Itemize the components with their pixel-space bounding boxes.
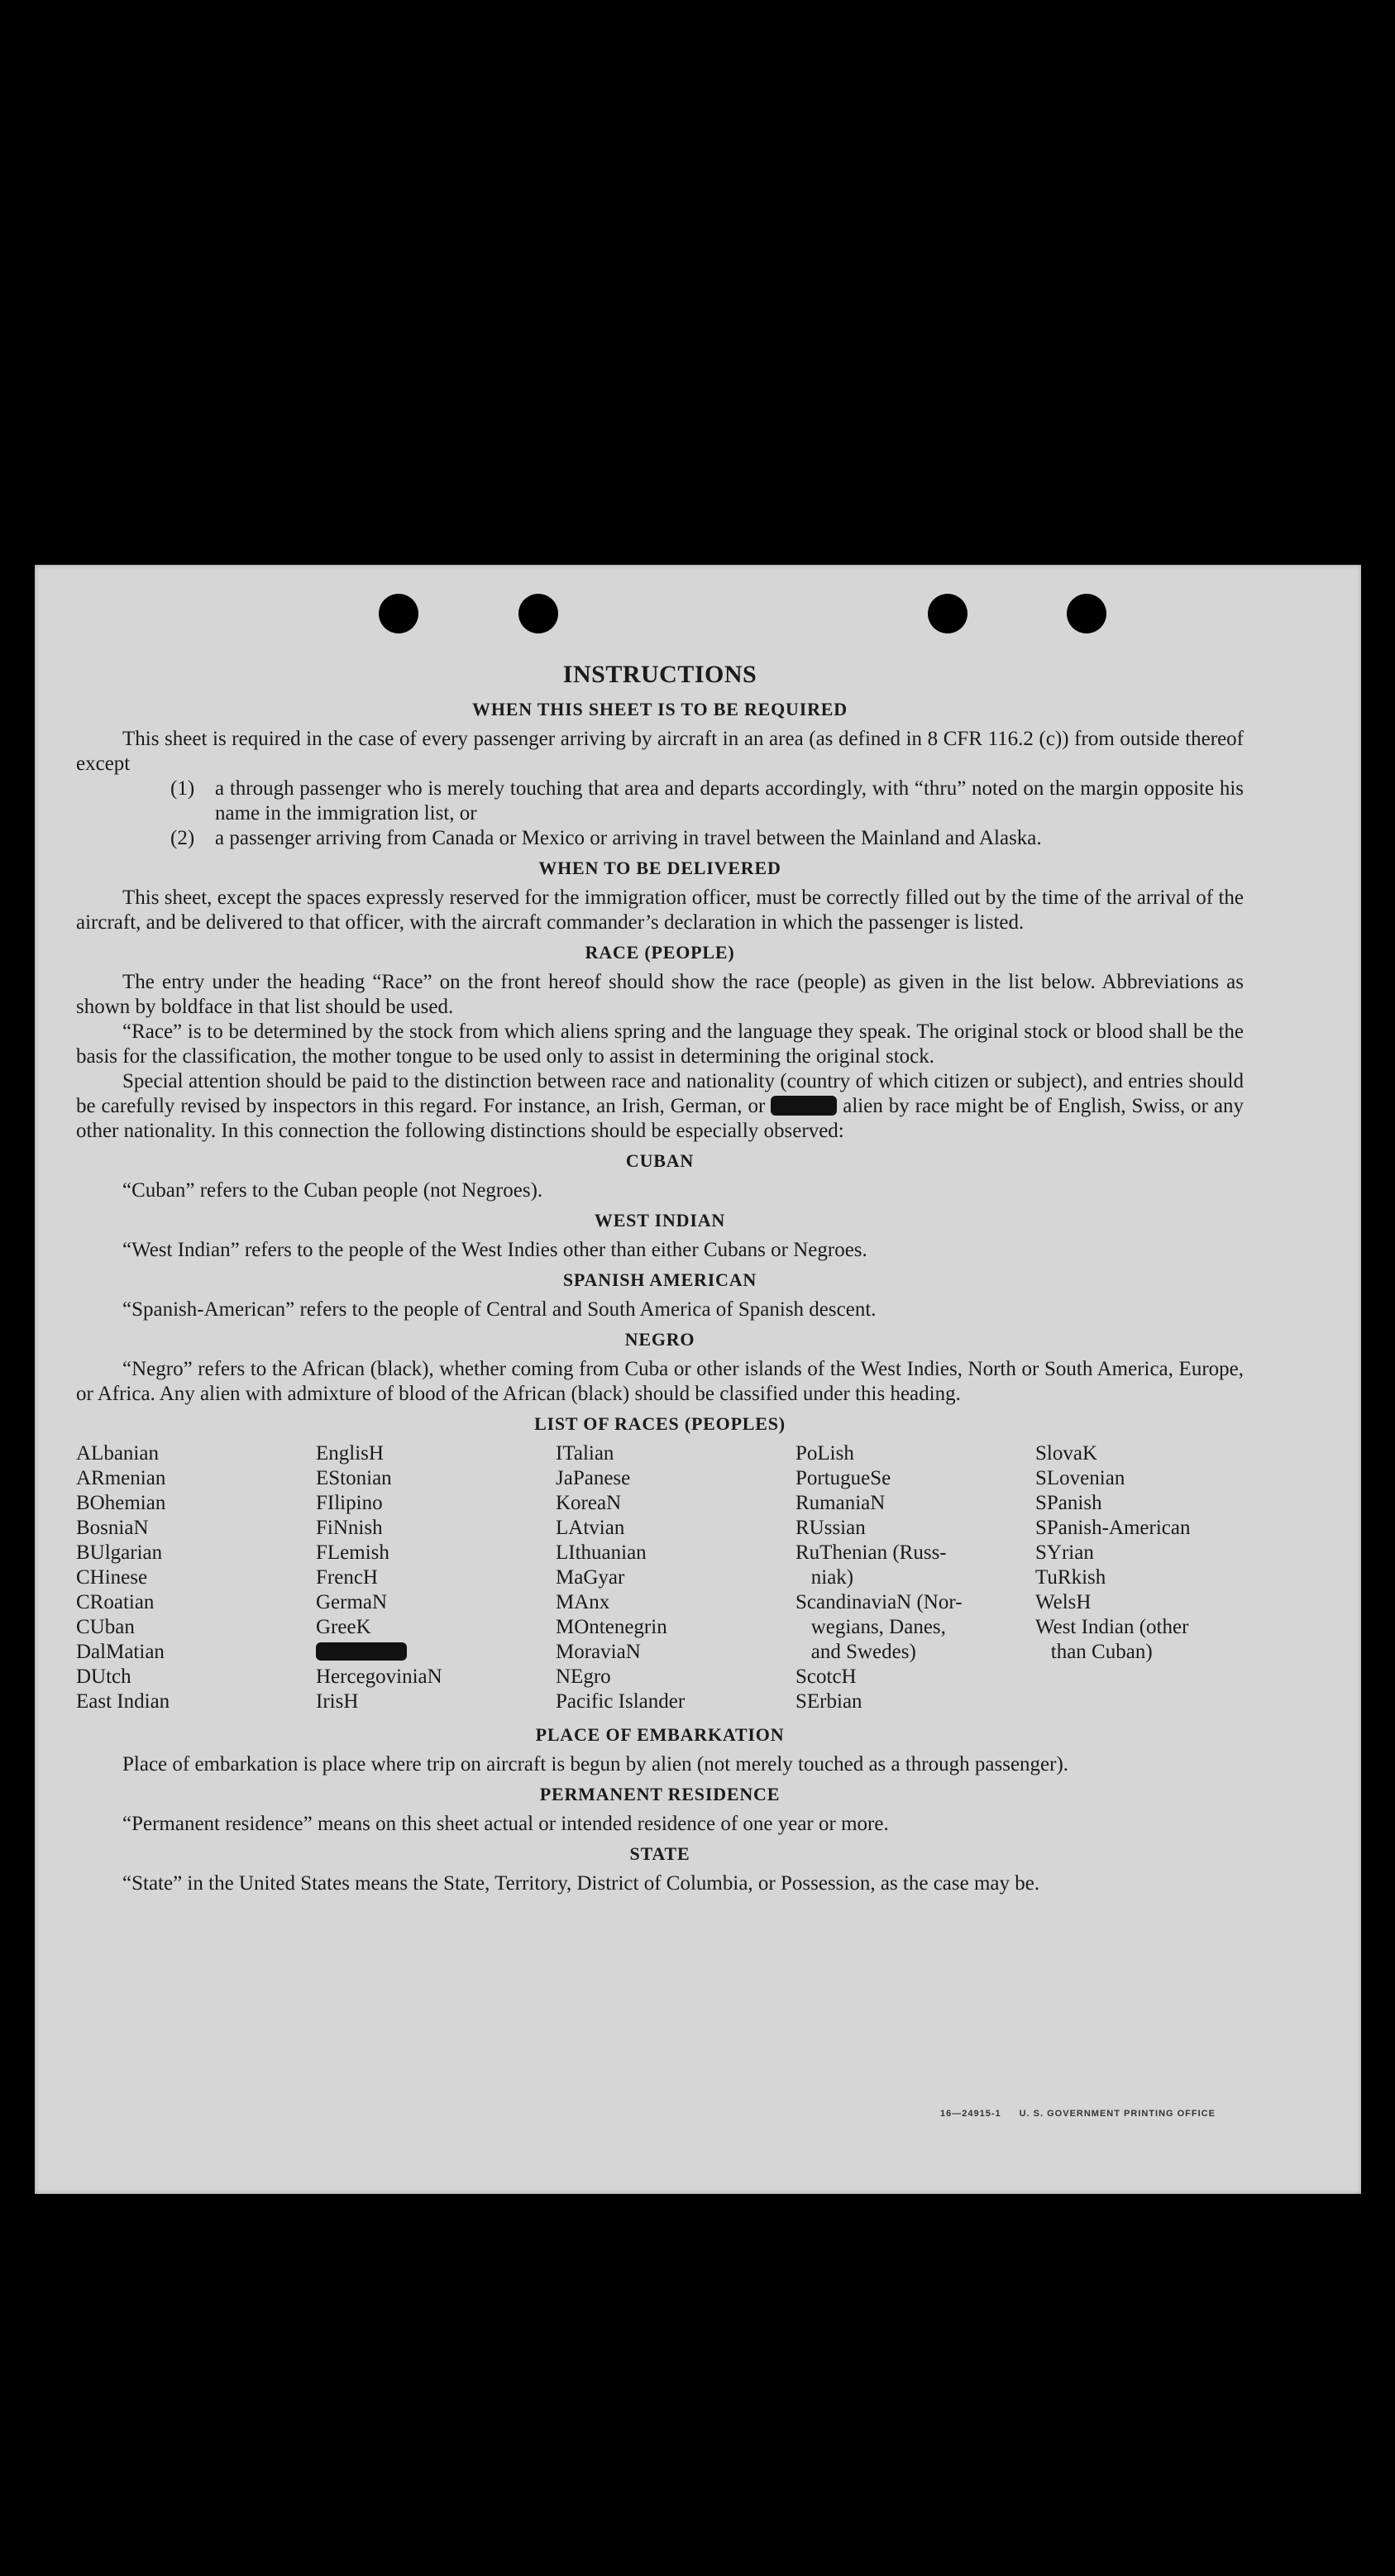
negro-text: “Negro” refers to the African (black), whether coming from Cuba or other islands of the West Indies, North or South America, Europe, or Africa. Any alien with admixture of blood of the African (black) should be classified under this heading. [76,1358,1244,1405]
race-entry: FiNnish [316,1517,383,1539]
punch-hole [928,594,967,633]
race-paragraph-1: The entry under the heading “Race” on the front hereof should show the race (people) as given in the list below. Abbreviations as shown by boldface in that list should be used. [76,971,1244,1018]
cuban-text: “Cuban” refers to the Cuban people (not Negroes). [122,1179,543,1202]
state-text: “State” in the United States means the State, Territory, District of Columbia, or Possession, as the case may be. [122,1872,1040,1895]
race-entry: CUban [76,1616,135,1638]
when-delivered-text: This sheet, except the spaces expressly reserved for the immigration officer, must be correctly filled out by the time of the arrival of the aircraft, and be delivered to that officer, with the aircraft commander’s declaration in which the passenger is listed. [76,887,1244,934]
race-entry: CRoatian [76,1591,155,1613]
race-list [76,1441,1244,1714]
race-entry: HercegoviniaN [316,1666,442,1688]
race-entry: ARmenian [76,1467,166,1489]
form-footer [940,2109,1216,2119]
residence-text: “Permanent residence” means on this sheet actual or intended residence of one year or more. [122,1813,889,1835]
race-entry: BosniaN [76,1517,149,1539]
race-entry: SErbian [795,1690,862,1713]
race-entry: West Indian (other [1035,1616,1189,1638]
section-heading-when-delivered: WHEN TO BE DELIVERED [538,858,781,878]
race-entry: MOntenegrin [556,1616,667,1638]
race-entry: ScotcH [795,1666,857,1688]
section-heading-west-indian: WEST INDIAN [594,1210,726,1231]
race-entry: niak) [795,1566,854,1589]
punch-hole [518,594,558,633]
redaction-mark [316,1642,407,1661]
section-heading-list-of-races: LIST OF RACES (PEOPLES) [534,1413,786,1434]
race-entry: RUssian [795,1517,866,1539]
race-paragraph-3a: Special attention should be paid to the distinction between race and nationality (country of which citizen or subject), and entries should be carefully revised by inspectors in this regard. For instance, an Irish, German, or [76,1070,1244,1117]
form-number: 16—24915-1 [940,2109,1001,2119]
section-heading-embarkation: PLACE OF EMBARKATION [535,1724,785,1745]
section-heading-when-required: WHEN THIS SHEET IS TO BE REQUIRED [472,699,848,719]
race-entry: than Cuban) [1035,1641,1153,1663]
race-entry: PoLish [795,1442,854,1465]
punch-hole [379,594,418,633]
section-heading-residence: PERMANENT RESIDENCE [539,1784,781,1804]
race-paragraph-3b: alien by race might be of English, Swiss, or any other nationality. In this connection the following distinctions should be especially observed: [76,1095,1245,1142]
when-required-intro: This sheet is required in the case of every passenger arriving by aircraft in an area (as defined in 8 CFR 116.2 (c)) from outside thereof except [76,728,1244,775]
race-entry: TuRkish [1035,1566,1106,1589]
race-entry: CHinese [76,1566,148,1589]
race-entry: LAtvian [556,1517,625,1539]
race-entry: SPanish [1035,1492,1102,1514]
race-entry: RumaniaN [795,1492,886,1514]
race-entry: NEgro [556,1666,611,1688]
race-column [76,1441,316,1714]
race-entry: KoreaN [556,1492,622,1514]
race-entry: DUtch [76,1666,131,1688]
printer-imprint: U. S. GOVERNMENT PRINTING OFFICE [1019,2109,1216,2119]
race-entry: SYrian [1035,1541,1094,1564]
spanish-american-text: “Spanish-American” refers to the people of Central and South America of Spanish descent. [122,1298,877,1321]
race-entry: WelsH [1035,1591,1092,1613]
race-entry: EStonian [316,1467,392,1489]
page-title: INSTRUCTIONS [562,661,757,688]
race-entry-redacted [316,1640,556,1665]
race-column [795,1441,1035,1714]
race-entry: EnglisH [316,1442,384,1465]
race-entry: LIthuanian [556,1541,647,1564]
race-entry: DalMatian [76,1641,165,1663]
exception-text: a through passenger who is merely touching that area and departs accordingly, with “thru” noted on the margin opposite his name in the immigration list, or [215,777,1244,824]
race-entry: SPanish-American [1035,1517,1191,1539]
race-paragraph-2: “Race” is to be determined by the stock from which aliens spring and the language they speak. The original stock or blood shall be the basis for the classification, the mother tongue to be used only to assist in determining the original stock. [76,1020,1244,1068]
race-entry: FLemish [316,1541,389,1564]
race-entry: BOhemian [76,1492,166,1514]
section-heading-spanish-american: SPANISH AMERICAN [562,1269,757,1290]
race-entry: GermaN [316,1591,388,1613]
section-heading-cuban: CUBAN [625,1150,695,1171]
exception-number: (1) [170,777,195,800]
section-heading-negro: NEGRO [624,1329,695,1350]
race-column [556,1441,795,1714]
race-entry: FrencH [316,1566,378,1589]
race-entry: ScandinaviaN (Nor- [795,1591,963,1613]
race-entry: JaPanese [556,1467,631,1489]
race-entry: and Swedes) [795,1641,916,1663]
race-entry: GreeK [316,1616,371,1638]
race-entry: MaGyar [556,1566,625,1589]
race-paragraph-3 [76,1069,1244,1144]
race-entry: Pacific Islander [556,1690,686,1713]
west-indian-text: “West Indian” refers to the people of the West Indies other than either Cubans or Negroes. [122,1239,867,1261]
race-entry: IrisH [316,1690,359,1713]
race-entry: PortugueSe [795,1467,891,1489]
race-entry: East Indian [76,1690,170,1713]
race-entry: ITalian [556,1442,614,1465]
redaction-mark [771,1096,837,1116]
race-entry: SlovaK [1035,1442,1097,1465]
race-entry: SLovenian [1035,1467,1125,1489]
race-entry: MAnx [556,1591,610,1613]
exception-item [76,777,1244,826]
instructions-content [76,657,1244,1896]
embarkation-text: Place of embarkation is place where trip on aircraft is begun by alien (not merely touched as a through passenger). [122,1753,1069,1775]
exception-text: a passenger arriving from Canada or Mexico or arriving in travel between the Mainland and Alaska. [215,827,1042,849]
race-entry: ALbanian [76,1442,159,1465]
race-entry: RuThenian (Russ- [795,1541,947,1564]
race-column [1035,1441,1244,1714]
exception-item [76,826,1244,851]
race-entry: wegians, Danes, [795,1616,946,1638]
race-entry: BUlgarian [76,1541,163,1564]
race-entry: MoraviaN [556,1641,641,1663]
section-heading-state: STATE [629,1843,690,1864]
section-heading-race: RACE (PEOPLE) [585,942,735,963]
exception-number: (2) [170,827,195,849]
race-column [316,1441,556,1714]
punch-hole [1067,594,1106,633]
race-entry: FIlipino [316,1492,383,1514]
